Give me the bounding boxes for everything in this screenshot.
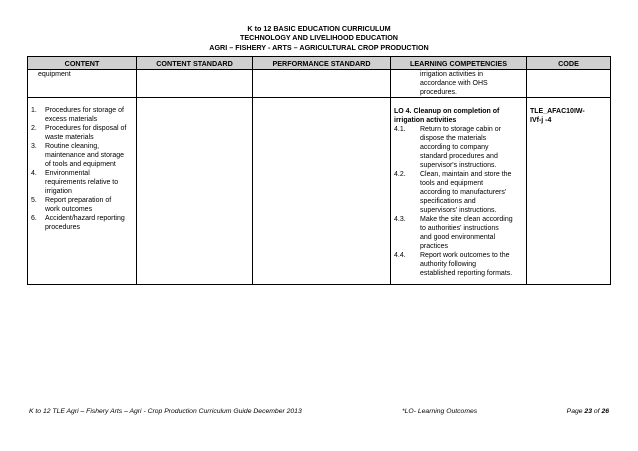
list-item	[28, 196, 136, 214]
step-line: Clean, maintain and store the	[420, 171, 512, 178]
competency-cell	[391, 70, 527, 98]
step-line: dispose the materials	[420, 135, 487, 142]
footer-lo-note: *LO- Learning Outcomes	[402, 408, 478, 415]
step-line: practices	[420, 243, 449, 250]
list-item-line: of tools and equipment	[45, 161, 116, 168]
list-item-line: requirements relative to	[45, 179, 119, 186]
list-number: 6.	[31, 215, 37, 222]
list-item	[391, 251, 526, 278]
step-line: tools and equipment	[420, 180, 484, 187]
list-item	[28, 142, 136, 169]
header-line-1: K to 12 BASIC EDUCATION CURRICULUM	[247, 24, 391, 33]
list-item-line: Procedures for disposal of	[45, 125, 127, 132]
list-item	[28, 214, 136, 232]
column-header-learning-competencies: LEARNING COMPETENCIES	[391, 57, 527, 70]
list-item-line: work outcomes	[45, 206, 93, 213]
step-line: specifications and	[420, 198, 476, 205]
step-line: according to manufacturers'	[420, 189, 507, 196]
list-item	[391, 170, 526, 215]
list-number: 5.	[31, 197, 37, 204]
page-total: 26	[601, 408, 609, 415]
competency-cell	[391, 98, 527, 285]
step-number: 4.2.	[394, 171, 406, 178]
column-header-content: CONTENT	[28, 57, 137, 70]
list-number: 3.	[31, 143, 37, 150]
performance-standard-cell	[253, 70, 391, 98]
list-item-line: waste materials	[45, 134, 94, 141]
list-item-line: Accident/hazard reporting	[45, 215, 125, 222]
document-footer	[29, 408, 609, 418]
header-line-3: AGRI – FISHERY - ARTS – AGRICULTURAL CROP PRODUCTION	[209, 42, 429, 52]
list-item-line: excess materials	[45, 116, 98, 123]
performance-standard-cell	[253, 98, 391, 285]
list-item-line: Procedures for storage of	[45, 107, 124, 114]
list-item-line: Environmental	[45, 170, 90, 177]
step-line: Make the site clean according	[420, 216, 513, 223]
competency-line: irrigation activities in	[420, 71, 484, 78]
code-line: TLE_AFAC10IW-	[530, 108, 585, 115]
step-line: Report work outcomes to the	[420, 252, 510, 259]
list-item	[391, 125, 526, 170]
column-header-performance-standard: PERFORMANCE STANDARD	[253, 57, 391, 70]
step-line: supervisor's instructions.	[420, 162, 497, 169]
content-cell	[28, 98, 137, 285]
step-line: Return to storage cabin or	[420, 126, 501, 133]
list-item	[28, 169, 136, 196]
content-cell	[28, 70, 137, 98]
list-item-line: irrigation	[45, 188, 72, 195]
step-line: standard procedures and	[420, 153, 498, 160]
page-of: of	[593, 408, 600, 415]
header-line-2: TECHNOLOGY AND LIVELIHOOD EDUCATION	[240, 33, 398, 43]
page-prefix: Page	[566, 408, 583, 415]
competency-code	[527, 106, 610, 125]
learning-outcome-title	[391, 106, 526, 125]
competency-line: accordance with OHS	[420, 80, 488, 87]
list-item-line: Report preparation of	[45, 197, 112, 204]
list-item	[28, 124, 136, 142]
step-line: to authorities' instructions	[420, 225, 499, 232]
column-header-code: CODE	[527, 57, 611, 70]
list-item-line: procedures	[45, 224, 81, 231]
step-line: authority following	[420, 261, 477, 268]
table-row	[28, 70, 611, 98]
content-standard-cell	[137, 70, 253, 98]
document-header	[0, 24, 638, 52]
step-number: 4.4.	[394, 252, 406, 259]
step-line: established reporting formats.	[420, 270, 513, 277]
list-item	[391, 215, 526, 251]
list-item	[28, 106, 136, 124]
list-number: 2.	[31, 125, 37, 132]
competency-line: procedures.	[420, 89, 457, 96]
page-indicator	[567, 408, 609, 415]
column-header-content-standard: CONTENT STANDARD	[137, 57, 253, 70]
step-line: according to company	[420, 144, 489, 151]
step-number: 4.1.	[394, 126, 406, 133]
table-row	[28, 98, 611, 285]
lo-title-line: LO 4. Cleanup on completion of	[394, 108, 500, 115]
step-line: and good environmental	[420, 234, 496, 241]
table-header-row	[28, 57, 611, 70]
code-line: IVf-j -4	[530, 117, 552, 124]
content-list	[28, 106, 136, 232]
code-cell	[527, 70, 611, 98]
content-standard-cell	[137, 98, 253, 285]
content-text: equipment	[38, 71, 71, 78]
step-number: 4.3.	[394, 216, 406, 223]
code-cell	[527, 98, 611, 285]
competency-steps	[391, 125, 526, 278]
page-number: 23	[584, 408, 592, 415]
list-item-line: maintenance and storage	[45, 152, 124, 159]
curriculum-table	[27, 56, 611, 285]
footer-guide-title: K to 12 TLE Agri – Fishery Arts – Agri - Crop Production Curriculum Guide December 2013	[29, 408, 302, 415]
list-item-line: Routine cleaning,	[45, 143, 100, 150]
lo-title-line: irrigation activities	[394, 117, 457, 124]
list-number: 1.	[31, 107, 37, 114]
list-number: 4.	[31, 170, 37, 177]
step-line: supervisors' instructions.	[420, 207, 497, 214]
